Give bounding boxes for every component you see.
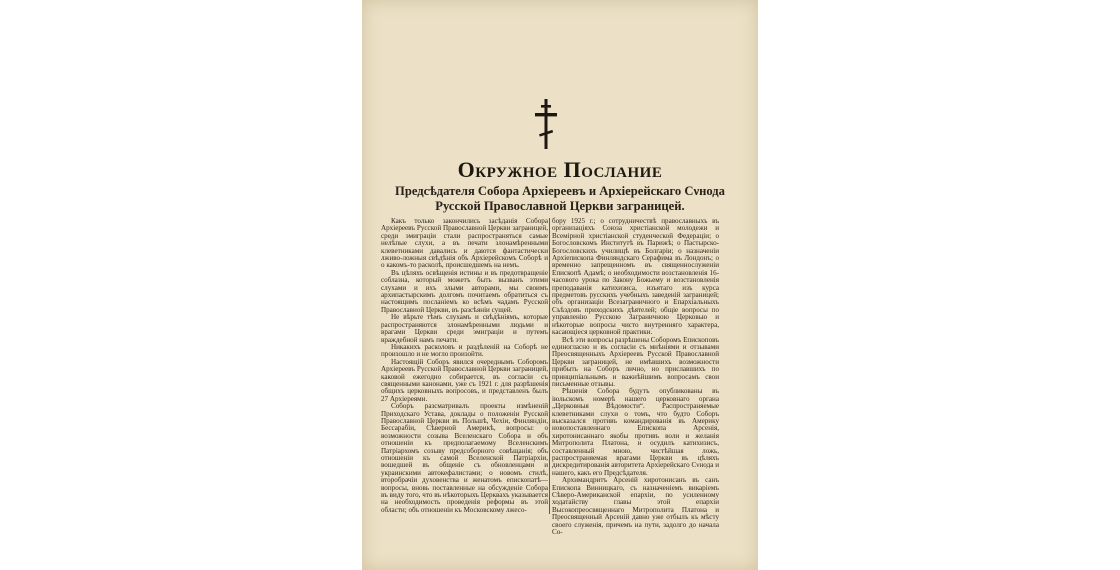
orthodox-cross-icon: [535, 99, 557, 149]
paragraph: Не вѣрьте тѣмъ слухамъ и свѣдѣніямъ, которые распространяются злонамѣренными людьми и врагами Церкви среди эмиграціи и путемъ враждебной намъ печати.: [381, 313, 548, 344]
paragraph: Въ цѣляхъ освѣщенія истины и въ предотвращеніе соблазна, который можетъ быть вызванъ этими слухами и ихъ злыми авторами, мы своимъ архипастырскимъ долгомъ почитаемъ обратиться съ настоящимъ посланіемъ ко всѣмъ чадамъ Русской Православной Церкви, въ разсѣяніи сущей.: [381, 268, 548, 314]
document-subtitle-line-2: Русской Православной Церкви заграницей.: [435, 199, 685, 213]
paragraph: бору 1925 г.; о сотрудничествѣ православныхъ въ организаціяхъ Союза христіанской молодежи и Всемірной христіанской студенческой Федераціи; о Богословскомъ Институтѣ въ Парижѣ; о Пастырско-Богословскихъ училищѣ въ Болгаріи; о назначеніи Архіепископа Финляндскаго Серафима въ Лондонъ; о временно запрещенномъ въ священнослуженіи Епископѣ Адамѣ; о необходимости возстановленія 16-часового урока по Закону Божьему и возстановленія преподаванія катихизиса, изъятаго изъ курса предметовъ русскихъ учебныхъ заведеній заграницей; объ организаціи Всезаграничного и Епархіальныхъ Съѣздовъ приходскихъ дѣятелей; общіе вопросы по управленію Русскою Заграничною Церковью и нѣкоторые вопросы чисто внутренняго характера, касающіеся церковной практики.: [552, 217, 719, 337]
paragraph: Никакихъ расколовъ и раздѣленій на Соборѣ не произошло и не могло произойти.: [381, 342, 548, 359]
left-text-column: [381, 218, 548, 514]
document-title: Окружное Послание: [457, 157, 663, 182]
paragraph: Рѣшенія Собора будутъ опубликованы въ іюльскомъ номерѣ нашего церковнаго органа „Церковныя Вѣдомости“. Распространяемые клеветниками слухи о томъ, что будто Соборъ высказался противъ командированія въ Америку новопоставленнаго Епископа Арсенія, хиротонисаннаго якобы противъ воли и желанія Митрополита Платона, и осудилъ катихизисъ, составленный мною, чистѣйшая ложь, распространяемая врагами Церкви въ цѣляхъ дискредитированія авторитета Архіерейскаго Сνнода и нашего, какъ его Предсѣдателя.: [552, 387, 719, 477]
paragraph: Архимандритъ Арсеній хиротонисанъ въ санъ Епископа Винницкаго, съ назначеніемъ викаріемъ Сѣверо-Американской епархіи, по усиленному ходатайству главы этой епархіи Высокопреосвященнаго Митрополита Платона и Преосвященный Арсеній давно уже отбылъ къ мѣсту своего служенія, причемъ на пути, задолго до начала Со-: [552, 476, 719, 537]
right-text-column: [552, 218, 719, 536]
column-divider: [549, 218, 550, 514]
paragraph: Какъ только закончились засѣданія Собора Архіереевъ Русской Православной Церкви заграницей, среди эмиграціи стали распространяться самые нелѣпые слухи, а въ печати злонамѣренными клеветниками давались и даются фантастически лживо-ложныя свѣдѣнія объ Архіерейскомъ Соборѣ и о какомъ-то расколѣ, происшедшемъ на немъ.: [381, 217, 548, 270]
document-subtitle-line-1: Предсѣдателя Собора Архіереевъ и Архіерейскаго Сνнода: [395, 184, 725, 198]
paragraph: Соборъ разсматривалъ проекты измѣненій Приходскаго Устава, доклады о положеніи Русской Православной Церкви въ Польшѣ, Чехіи, Финляндіи, Бессарабіи, Сѣверной Америкѣ, вопросы: о возможности созыва Вселенскаго Собора и объ отношеніи къ предполагаемому Вселенскимъ Патріархомъ созыву предсоборного совѣщанія; объ отношеніи къ самой Вселенской Патріархіи, вошедшей въ общеніе съ обновленцами и украинскими автокефалистами; о новомъ стилѣ, второбрачіи духовенства и женатомъ епископатѣ—вопросы, вновь поставленные на обсужденіе Собора въ виду того, что въ нѣкоторыхъ Церквахъ указывается на необходимость проведенія реформы въ этой области; объ отношеніи къ Московскому лжесо-: [381, 402, 548, 514]
paragraph: Настоящій Соборъ явился очереднымъ Соборомъ Архіереевъ Русской Православной Церкви заграницей, каковой ежегодно собирается, въ согласіи съ священными канонами, уже съ 1921 г. для разрѣшенія общихъ церковныхъ вопросовъ, и представленъ былъ 27 Архіереями.: [381, 357, 548, 403]
paragraph: Всѣ эти вопросы разрѣшены Соборомъ Епископовъ единогласно и въ согласіи съ мнѣніями и отзывами Преосвященныхъ Архіереевъ Русской Православной Церкви заграницей, не имѣвшихъ возможности прибыть на Соборъ лично, но приславшихъ по принципіальнымъ и важнѣйшимъ вопросамъ свои письменные отзывы.: [552, 335, 719, 388]
document-page: [362, 0, 758, 570]
